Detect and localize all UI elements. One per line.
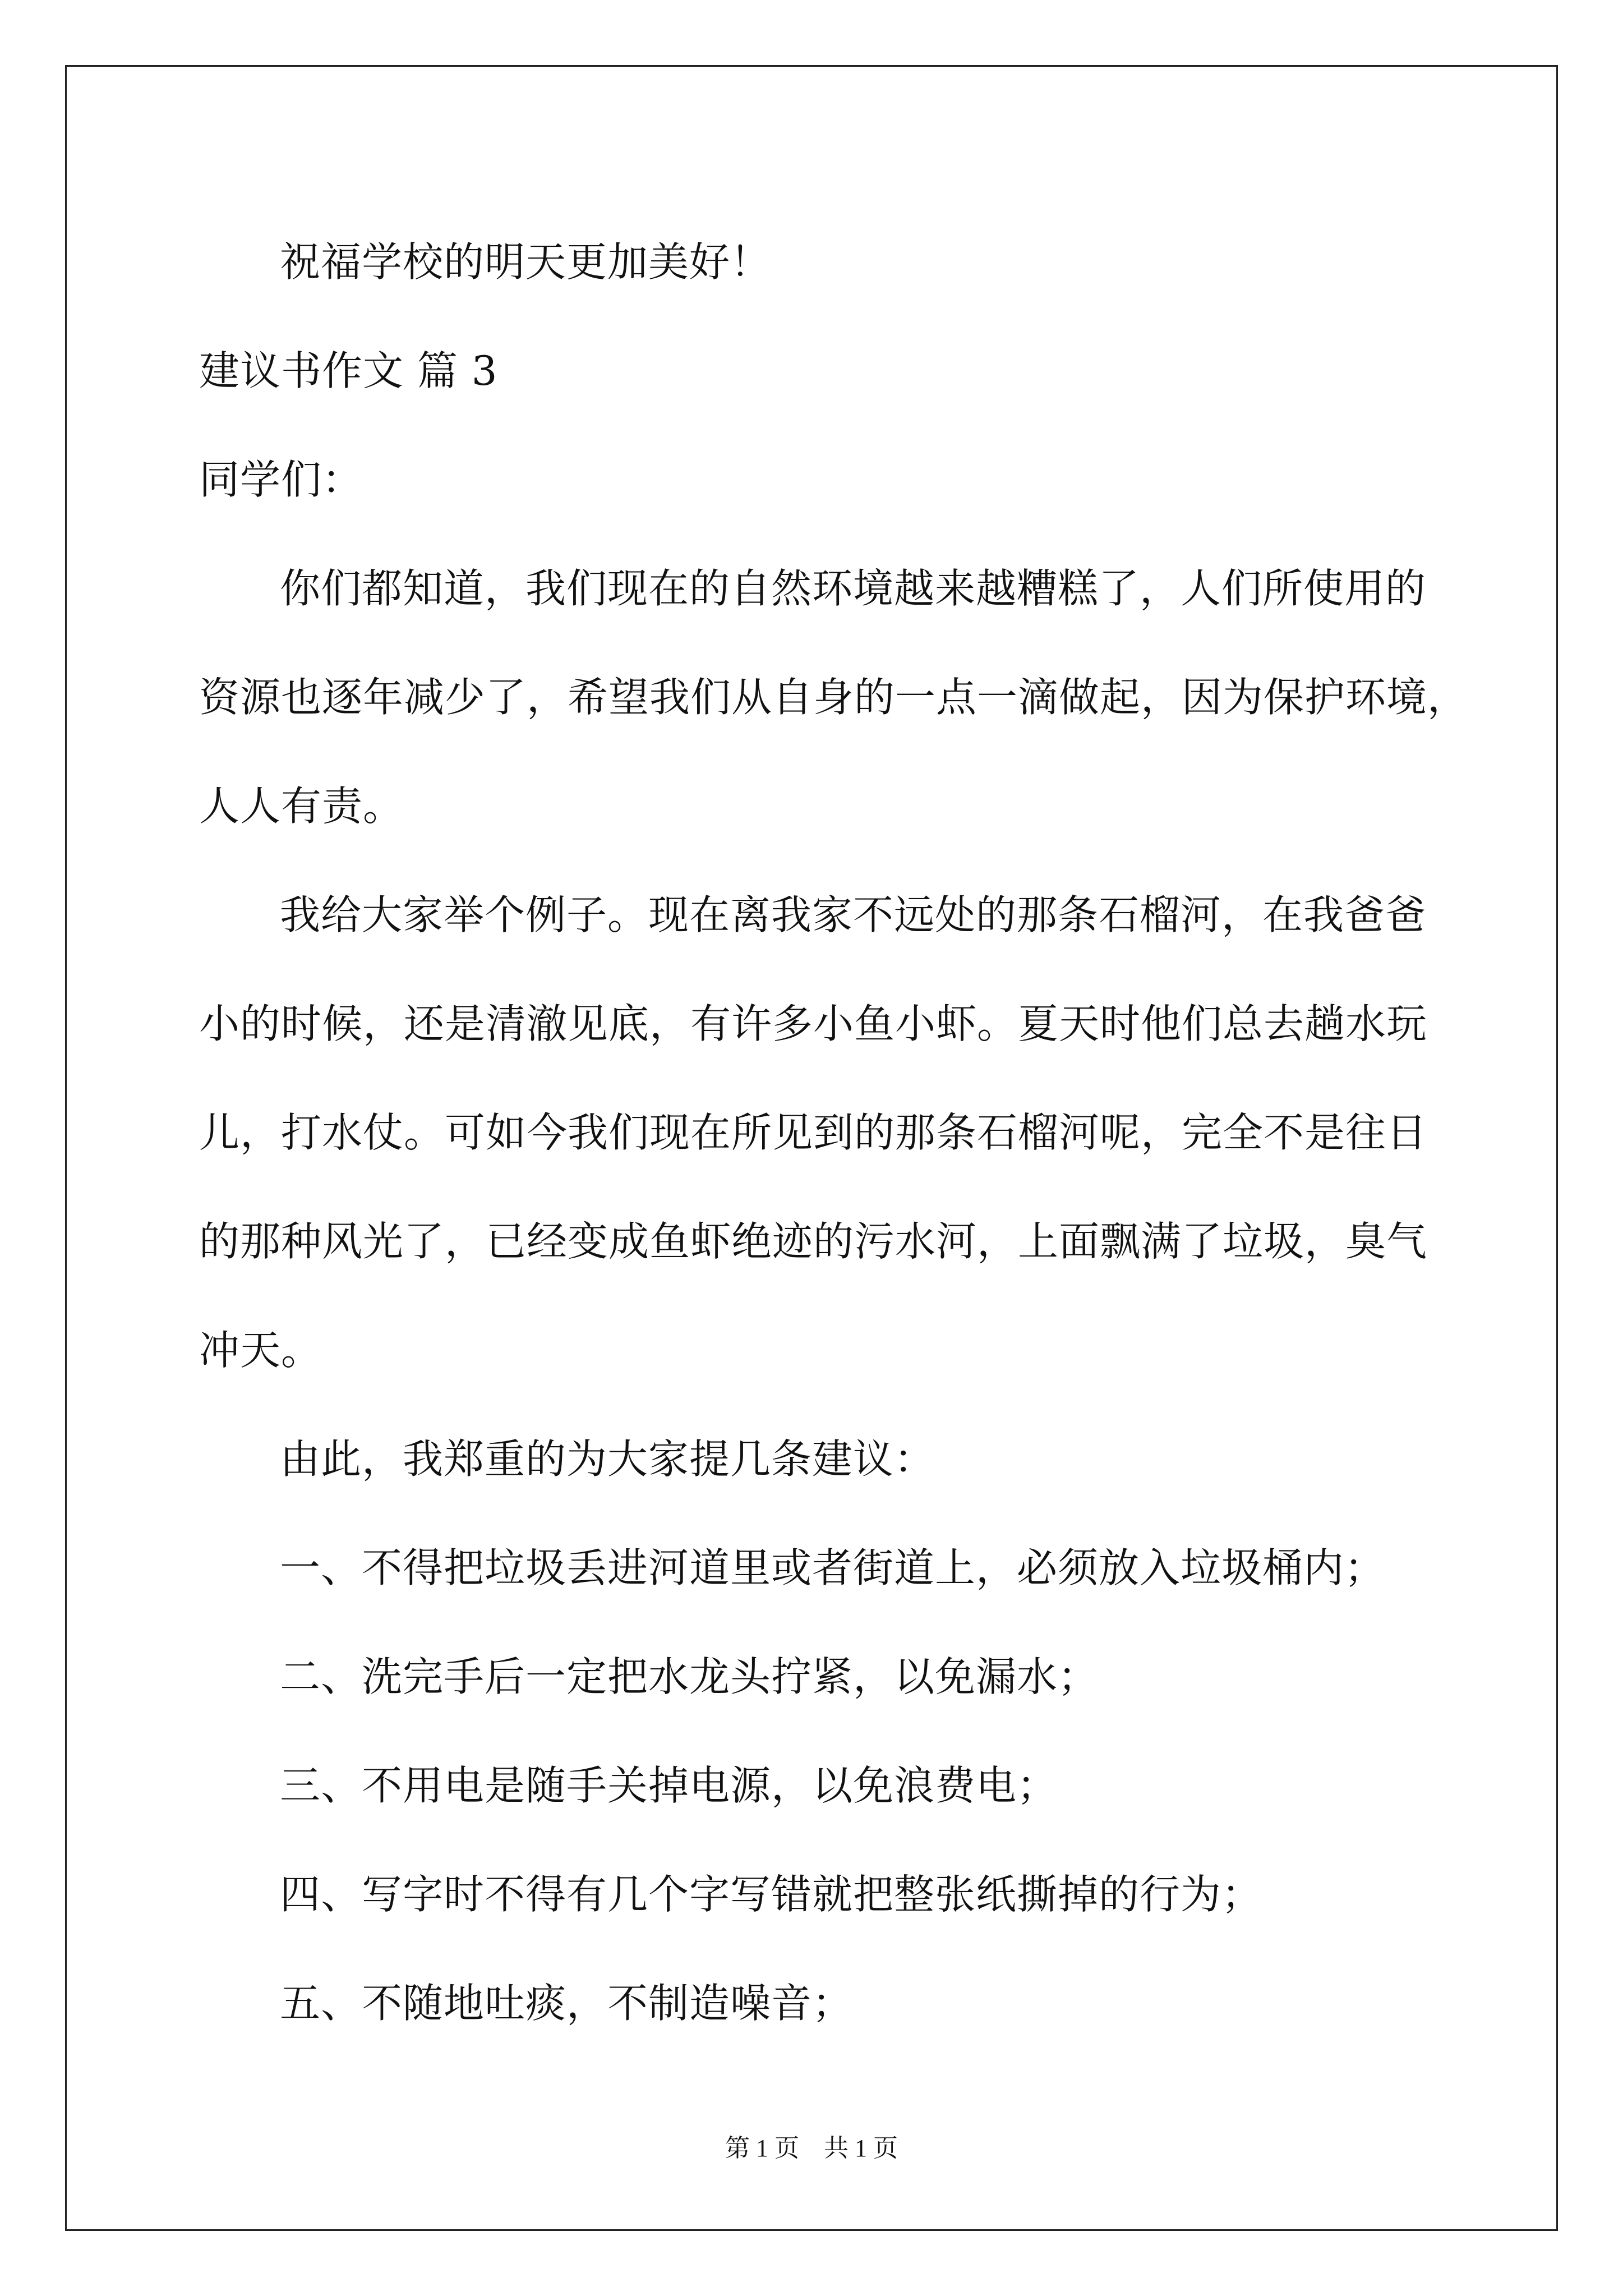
list-item: 一、不得把垃圾丢进河道里或者街道上，必须放入垃圾桶内；: [280, 1544, 1386, 1591]
paragraph-line: 我给大家举个例子。现在离我家不远处的那条石榴河，在我爸爸: [280, 891, 1427, 938]
salutation: 同学们：: [199, 456, 363, 503]
paragraph-line: 人人有责。: [199, 783, 404, 830]
document-body: [199, 208, 1469, 2058]
paragraph-line: 的那种风光了，已经变成鱼虾绝迹的污水河，上面飘满了垃圾，臭气: [199, 1218, 1428, 1265]
paragraph-line: 儿，打水仗。可如今我们现在所见到的那条石榴河呢，完全不是往日: [199, 1109, 1428, 1156]
paragraph-line: 冲天。: [199, 1327, 322, 1374]
paragraph-line: 小的时候，还是清澈见底，有许多小鱼小虾。夏天时他们总去趟水玩: [199, 1000, 1428, 1047]
page-number-footer: 第 1 页 共 1 页: [725, 2134, 898, 2162]
paragraph-line: 你们都知道，我们现在的自然环境越来越糟糕了，人们所使用的: [280, 565, 1427, 612]
list-item: 三、不用电是随手关掉电源，以免浪费电；: [280, 1762, 1058, 1809]
list-item: 四、写字时不得有几个字写错就把整张纸撕掉的行为；: [280, 1871, 1263, 1918]
section-heading: 建议书作文 篇 3: [199, 347, 498, 394]
paragraph-line: 资源也逐年减少了，希望我们从自身的一点一滴做起，因为保护环境，: [199, 674, 1469, 721]
list-item: 二、洗完手后一定把水龙头拧紧，以免漏水；: [280, 1653, 1099, 1700]
closing-line: 祝福学校的明天更加美好！: [280, 238, 772, 286]
paragraph-line: 由此，我郑重的为大家提几条建议：: [280, 1435, 935, 1483]
list-item: 五、不随地吐痰，不制造噪音；: [280, 1980, 854, 2027]
